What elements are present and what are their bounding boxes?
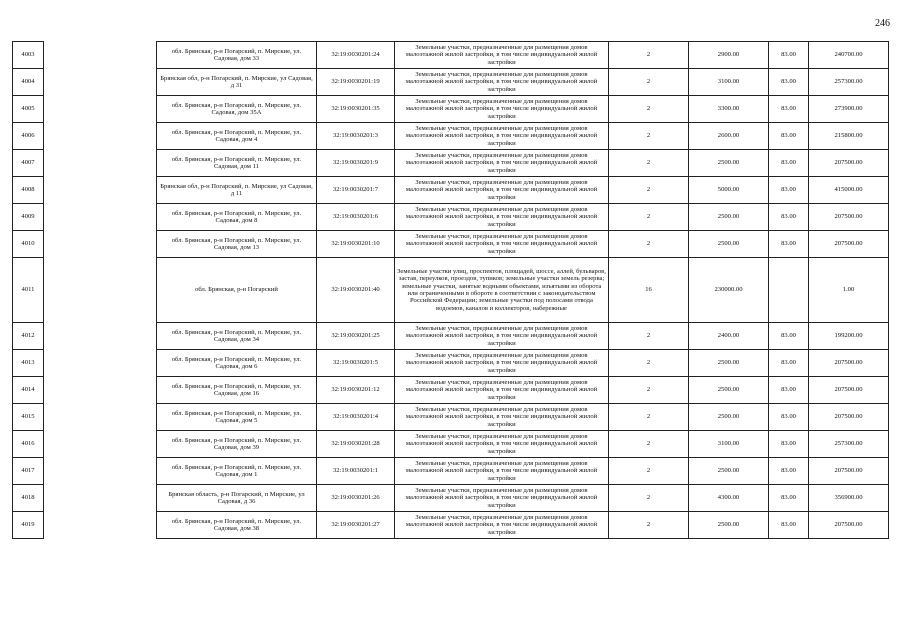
land-purpose-cell: Земельные участки, предназначенные для размещения домов малоэтажной жилой застройки, в том числе индивидуальной жилой застройки (395, 350, 609, 377)
area-cell: 2500.00 (689, 458, 769, 485)
cadastral-value-cell: 207500.00 (809, 404, 889, 431)
address-cell: обл. Брянская, р-н Погарский, п. Мирские, ул. Садовая, дом 4 (157, 123, 317, 150)
gap-cell (44, 485, 157, 512)
group-code-cell: 2 (609, 177, 689, 204)
area-cell: 5000.00 (689, 177, 769, 204)
cadastral-value-cell: 207500.00 (809, 150, 889, 177)
cadastral-number-cell: 32:19:0030201:9 (317, 150, 395, 177)
group-code-cell: 2 (609, 123, 689, 150)
land-purpose-cell: Земельные участки, предназначенные для размещения домов малоэтажной жилой застройки, в том числе индивидуальной жилой застройки (395, 431, 609, 458)
land-purpose-cell: Земельные участки, предназначенные для размещения домов малоэтажной жилой застройки, в том числе индивидуальной жилой застройки (395, 458, 609, 485)
area-cell: 2500.00 (689, 350, 769, 377)
cadastral-value-cell: 356900.00 (809, 485, 889, 512)
table-row (13, 377, 889, 404)
cadastral-value-cell: 1.00 (809, 258, 889, 323)
group-code-cell: 2 (609, 458, 689, 485)
table-row (13, 458, 889, 485)
row-number: 4018 (13, 485, 44, 512)
table-row (13, 150, 889, 177)
row-number: 4016 (13, 431, 44, 458)
group-code-cell: 2 (609, 42, 689, 69)
row-number: 4007 (13, 150, 44, 177)
rate-cell: 83.00 (769, 123, 809, 150)
address-cell: обл. Брянская, р-н Погарский, п. Мирские, ул. Садовая, дом 6 (157, 350, 317, 377)
cadastral-value-cell: 207500.00 (809, 377, 889, 404)
row-number: 4012 (13, 323, 44, 350)
table-body (13, 42, 889, 539)
address-cell: обл. Брянская, р-н Погарский, п. Мирские, ул. Садовая, дом 39 (157, 431, 317, 458)
address-cell: обл. Брянская, р-н Погарский, п. Мирские, ул. Садовая, дом 35А (157, 96, 317, 123)
group-code-cell: 2 (609, 231, 689, 258)
rate-cell: 83.00 (769, 96, 809, 123)
group-code-cell: 2 (609, 377, 689, 404)
land-purpose-cell: Земельные участки, предназначенные для размещения домов малоэтажной жилой застройки, в том числе индивидуальной жилой застройки (395, 485, 609, 512)
gap-cell (44, 512, 157, 539)
cadastral-number-cell: 32:19:0030201:6 (317, 204, 395, 231)
address-cell: обл. Брянская, р-н Погарский, п. Мирские, ул. Садовая, дом 1 (157, 458, 317, 485)
area-cell: 2500.00 (689, 512, 769, 539)
area-cell: 3100.00 (689, 69, 769, 96)
table-row (13, 204, 889, 231)
group-code-cell: 2 (609, 350, 689, 377)
row-number: 4017 (13, 458, 44, 485)
cadastral-number-cell: 32:19:0030201:7 (317, 177, 395, 204)
cadastral-value-cell: 199200.00 (809, 323, 889, 350)
row-number: 4009 (13, 204, 44, 231)
gap-cell (44, 458, 157, 485)
rate-cell: 83.00 (769, 431, 809, 458)
area-cell: 2600.00 (689, 123, 769, 150)
gap-cell (44, 177, 157, 204)
table-row (13, 485, 889, 512)
rate-cell: 83.00 (769, 150, 809, 177)
land-purpose-cell: Земельные участки, предназначенные для размещения домов малоэтажной жилой застройки, в том числе индивидуальной жилой застройки (395, 377, 609, 404)
address-cell: обл. Брянская, р-н Погарский, п. Мирские, ул. Садовая, дом 33 (157, 42, 317, 69)
cadastral-value-cell: 257300.00 (809, 69, 889, 96)
land-purpose-cell: Земельные участки, предназначенные для размещения домов малоэтажной жилой застройки, в том числе индивидуальной жилой застройки (395, 512, 609, 539)
gap-cell (44, 96, 157, 123)
cadastral-number-cell: 32:19:0030201:28 (317, 431, 395, 458)
row-number: 4015 (13, 404, 44, 431)
row-number: 4005 (13, 96, 44, 123)
area-cell: 2900.00 (689, 42, 769, 69)
table-row (13, 258, 889, 323)
land-purpose-cell: Земельные участки, предназначенные для размещения домов малоэтажной жилой застройки, в том числе индивидуальной жилой застройки (395, 69, 609, 96)
row-number: 4010 (13, 231, 44, 258)
cadastral-value-cell: 207500.00 (809, 512, 889, 539)
cadastral-value-cell: 415000.00 (809, 177, 889, 204)
group-code-cell: 16 (609, 258, 689, 323)
row-number: 4019 (13, 512, 44, 539)
row-number: 4003 (13, 42, 44, 69)
gap-cell (44, 350, 157, 377)
cadastral-value-cell: 207500.00 (809, 231, 889, 258)
group-code-cell: 2 (609, 323, 689, 350)
cadastral-number-cell: 32:19:0030201:12 (317, 377, 395, 404)
table-row (13, 323, 889, 350)
gap-cell (44, 69, 157, 96)
area-cell: 2400.00 (689, 323, 769, 350)
rate-cell: 83.00 (769, 204, 809, 231)
cadastral-number-cell: 32:19:0030201:3 (317, 123, 395, 150)
address-cell: обл. Брянская, р-н Погарский, п. Мирские, ул. Садовая, дом 13 (157, 231, 317, 258)
address-cell: обл. Брянская, р-н Погарский (157, 258, 317, 323)
area-cell: 2500.00 (689, 377, 769, 404)
group-code-cell: 2 (609, 96, 689, 123)
table-row (13, 350, 889, 377)
rate-cell: 83.00 (769, 323, 809, 350)
gap-cell (44, 258, 157, 323)
land-purpose-cell: Земельные участки, предназначенные для размещения домов малоэтажной жилой застройки, в том числе индивидуальной жилой застройки (395, 177, 609, 204)
gap-cell (44, 431, 157, 458)
land-purpose-cell: Земельные участки, предназначенные для размещения домов малоэтажной жилой застройки, в том числе индивидуальной жилой застройки (395, 231, 609, 258)
group-code-cell: 2 (609, 404, 689, 431)
cadastral-value-cell: 273900.00 (809, 96, 889, 123)
group-code-cell: 2 (609, 431, 689, 458)
address-cell: Брянская обл, р-н Погарский, п. Мирские, ул Садовая, д 11 (157, 177, 317, 204)
land-purpose-cell: Земельные участки, предназначенные для размещения домов малоэтажной жилой застройки, в том числе индивидуальной жилой застройки (395, 404, 609, 431)
group-code-cell: 2 (609, 150, 689, 177)
page-number: 246 (875, 18, 890, 29)
table-row (13, 512, 889, 539)
table-row (13, 42, 889, 69)
gap-cell (44, 150, 157, 177)
area-cell: 2500.00 (689, 150, 769, 177)
cadastral-number-cell: 32:19:0030201:27 (317, 512, 395, 539)
cadastral-number-cell: 32:19:0030201:25 (317, 323, 395, 350)
address-cell: обл. Брянская, р-н Погарский, п. Мирские, ул. Садовая, дом 34 (157, 323, 317, 350)
group-code-cell: 2 (609, 204, 689, 231)
cadastral-number-cell: 32:19:0030201:1 (317, 458, 395, 485)
land-purpose-cell: Земельные участки, предназначенные для размещения домов малоэтажной жилой застройки, в том числе индивидуальной жилой застройки (395, 150, 609, 177)
row-number: 4004 (13, 69, 44, 96)
cadastral-number-cell: 32:19:0030201:24 (317, 42, 395, 69)
rate-cell: 83.00 (769, 458, 809, 485)
cadastral-number-cell: 32:19:0030201:19 (317, 69, 395, 96)
area-cell: 4300.00 (689, 485, 769, 512)
table-row (13, 177, 889, 204)
row-number: 4006 (13, 123, 44, 150)
table-row (13, 431, 889, 458)
cadastral-number-cell: 32:19:0030201:35 (317, 96, 395, 123)
cadastral-number-cell: 32:19:0030201:4 (317, 404, 395, 431)
table-row (13, 96, 889, 123)
cadastral-number-cell: 32:19:0030201:10 (317, 231, 395, 258)
address-cell: Брянская обл, р-н Погарский, п. Мирские, ул Садовая, д 31 (157, 69, 317, 96)
address-cell: обл. Брянская, р-н Погарский, п. Мирские, ул. Садовая, дом 11 (157, 150, 317, 177)
address-cell: обл. Брянская, р-н Погарский, п. Мирские, ул. Садовая, дом 38 (157, 512, 317, 539)
row-number: 4008 (13, 177, 44, 204)
row-number: 4014 (13, 377, 44, 404)
gap-cell (44, 42, 157, 69)
rate-cell: 83.00 (769, 377, 809, 404)
area-cell: 230000.00 (689, 258, 769, 323)
cadastral-value-cell: 207500.00 (809, 458, 889, 485)
group-code-cell: 2 (609, 69, 689, 96)
rate-cell: 83.00 (769, 404, 809, 431)
area-cell: 3300.00 (689, 96, 769, 123)
area-cell: 2500.00 (689, 204, 769, 231)
table-row (13, 123, 889, 150)
land-purpose-cell: Земельные участки, предназначенные для размещения домов малоэтажной жилой застройки, в том числе индивидуальной жилой застройки (395, 42, 609, 69)
row-number: 4011 (13, 258, 44, 323)
cadastral-value-cell: 207500.00 (809, 204, 889, 231)
gap-cell (44, 123, 157, 150)
address-cell: обл. Брянская, р-н Погарский, п. Мирские, ул. Садовая, дом 5 (157, 404, 317, 431)
rate-cell: 83.00 (769, 177, 809, 204)
cadastral-value-cell: 207500.00 (809, 350, 889, 377)
gap-cell (44, 377, 157, 404)
cadastral-value-cell: 240700.00 (809, 42, 889, 69)
land-purpose-cell: Земельные участки, предназначенные для размещения домов малоэтажной жилой застройки, в том числе индивидуальной жилой застройки (395, 204, 609, 231)
land-purpose-cell: Земельные участки, предназначенные для размещения домов малоэтажной жилой застройки, в том числе индивидуальной жилой застройки (395, 96, 609, 123)
area-cell: 3100.00 (689, 431, 769, 458)
rate-cell: 83.00 (769, 42, 809, 69)
cadastral-value-cell: 257300.00 (809, 431, 889, 458)
group-code-cell: 2 (609, 485, 689, 512)
cadastral-value-table (12, 41, 889, 539)
table-row (13, 404, 889, 431)
land-purpose-cell: Земельные участки, предназначенные для размещения домов малоэтажной жилой застройки, в том числе индивидуальной жилой застройки (395, 323, 609, 350)
address-cell: Брянская область, р-н Погарский, п Мирские, ул Садовая, д 36 (157, 485, 317, 512)
land-purpose-cell: Земельные участки улиц, проспектов, площадей, шоссе, аллей, бульваров, застав, переулков, проездов, тупиков; земельные участки земель резерва; земельные участки, занятые водными объектами, изъятыми из оборота или ограниченными в обороте в соответствии с законодательством Российской Федерации; земельные участки под полосами отвода водоемов, каналов и коллекторов, набережные (395, 258, 609, 323)
gap-cell (44, 323, 157, 350)
address-cell: обл. Брянская, р-н Погарский, п. Мирские, ул. Садовая, дом 16 (157, 377, 317, 404)
cadastral-number-cell: 32:19:0030201:26 (317, 485, 395, 512)
land-purpose-cell: Земельные участки, предназначенные для размещения домов малоэтажной жилой застройки, в том числе индивидуальной жилой застройки (395, 123, 609, 150)
rate-cell: 83.00 (769, 231, 809, 258)
table-row (13, 231, 889, 258)
rate-cell: 83.00 (769, 69, 809, 96)
row-number: 4013 (13, 350, 44, 377)
table-row (13, 69, 889, 96)
gap-cell (44, 404, 157, 431)
cadastral-value-cell: 215800.00 (809, 123, 889, 150)
cadastral-number-cell: 32:19:0030201:5 (317, 350, 395, 377)
rate-cell: 83.00 (769, 350, 809, 377)
gap-cell (44, 204, 157, 231)
rate-cell: 83.00 (769, 485, 809, 512)
area-cell: 2500.00 (689, 404, 769, 431)
rate-cell: 83.00 (769, 512, 809, 539)
group-code-cell: 2 (609, 512, 689, 539)
cadastral-number-cell: 32:19:0030201:40 (317, 258, 395, 323)
address-cell: обл. Брянская, р-н Погарский, п. Мирские, ул. Садовая, дом 8 (157, 204, 317, 231)
gap-cell (44, 231, 157, 258)
area-cell: 2500.00 (689, 231, 769, 258)
rate-cell (769, 258, 809, 323)
